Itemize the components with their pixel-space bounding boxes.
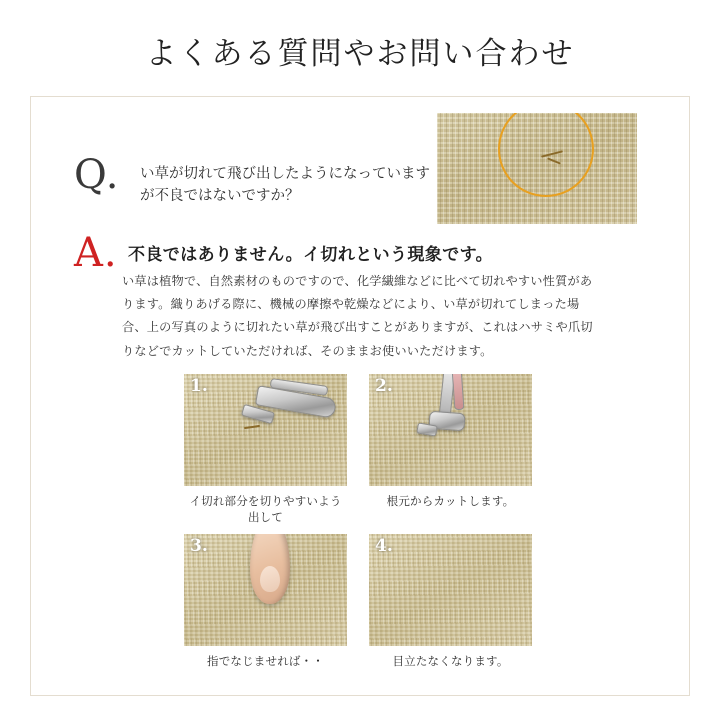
issue-photo xyxy=(437,113,637,224)
step-photo xyxy=(369,534,532,646)
question-text: い草が切れて飛び出したようになっていますが不良ではないですか？ xyxy=(140,166,430,205)
step-caption: 根元からカットします。 xyxy=(386,496,515,508)
step-photo xyxy=(184,534,347,646)
step-number: 1. xyxy=(190,376,208,396)
answer-headline: 不良ではありません。イ切れという現象です。 xyxy=(128,245,494,264)
step-number: 3. xyxy=(190,536,208,556)
steps-row-1 xyxy=(184,374,532,534)
answer-label: A. xyxy=(74,230,118,276)
step-caption: イ切れ部分を切りやすいよう出して xyxy=(189,496,342,524)
steps-row-2 xyxy=(184,534,532,678)
step-item xyxy=(369,374,532,534)
step-caption: 指でなじませれば・・ xyxy=(207,656,324,668)
step-caption: 目立たなくなります。 xyxy=(392,656,509,668)
step-photo xyxy=(184,374,347,486)
tatami-texture xyxy=(369,534,532,646)
steps-grid xyxy=(184,374,532,678)
fingernail-icon xyxy=(260,566,280,592)
step-number: 2. xyxy=(375,376,393,396)
step-item xyxy=(184,374,347,534)
step-item xyxy=(369,534,532,678)
step-number: 4. xyxy=(375,536,393,556)
page-title: よくある質問やお問い合わせ xyxy=(145,36,575,72)
step-photo xyxy=(369,374,532,486)
answer-body: い草は植物で、自然素材のものですので、化学繊維などに比べて切れやすい性質があります。織りあげる際に、機械の摩擦や乾燥などにより、い草が切れてしまった場合、上の写真のように切れたい草が飛び出すことがありますが、これはハサミや爪切りなどでカットしていただければ、そのままお使いいただけます。 xyxy=(122,274,593,358)
question-label: Q. xyxy=(74,152,120,198)
step-item xyxy=(184,534,347,678)
